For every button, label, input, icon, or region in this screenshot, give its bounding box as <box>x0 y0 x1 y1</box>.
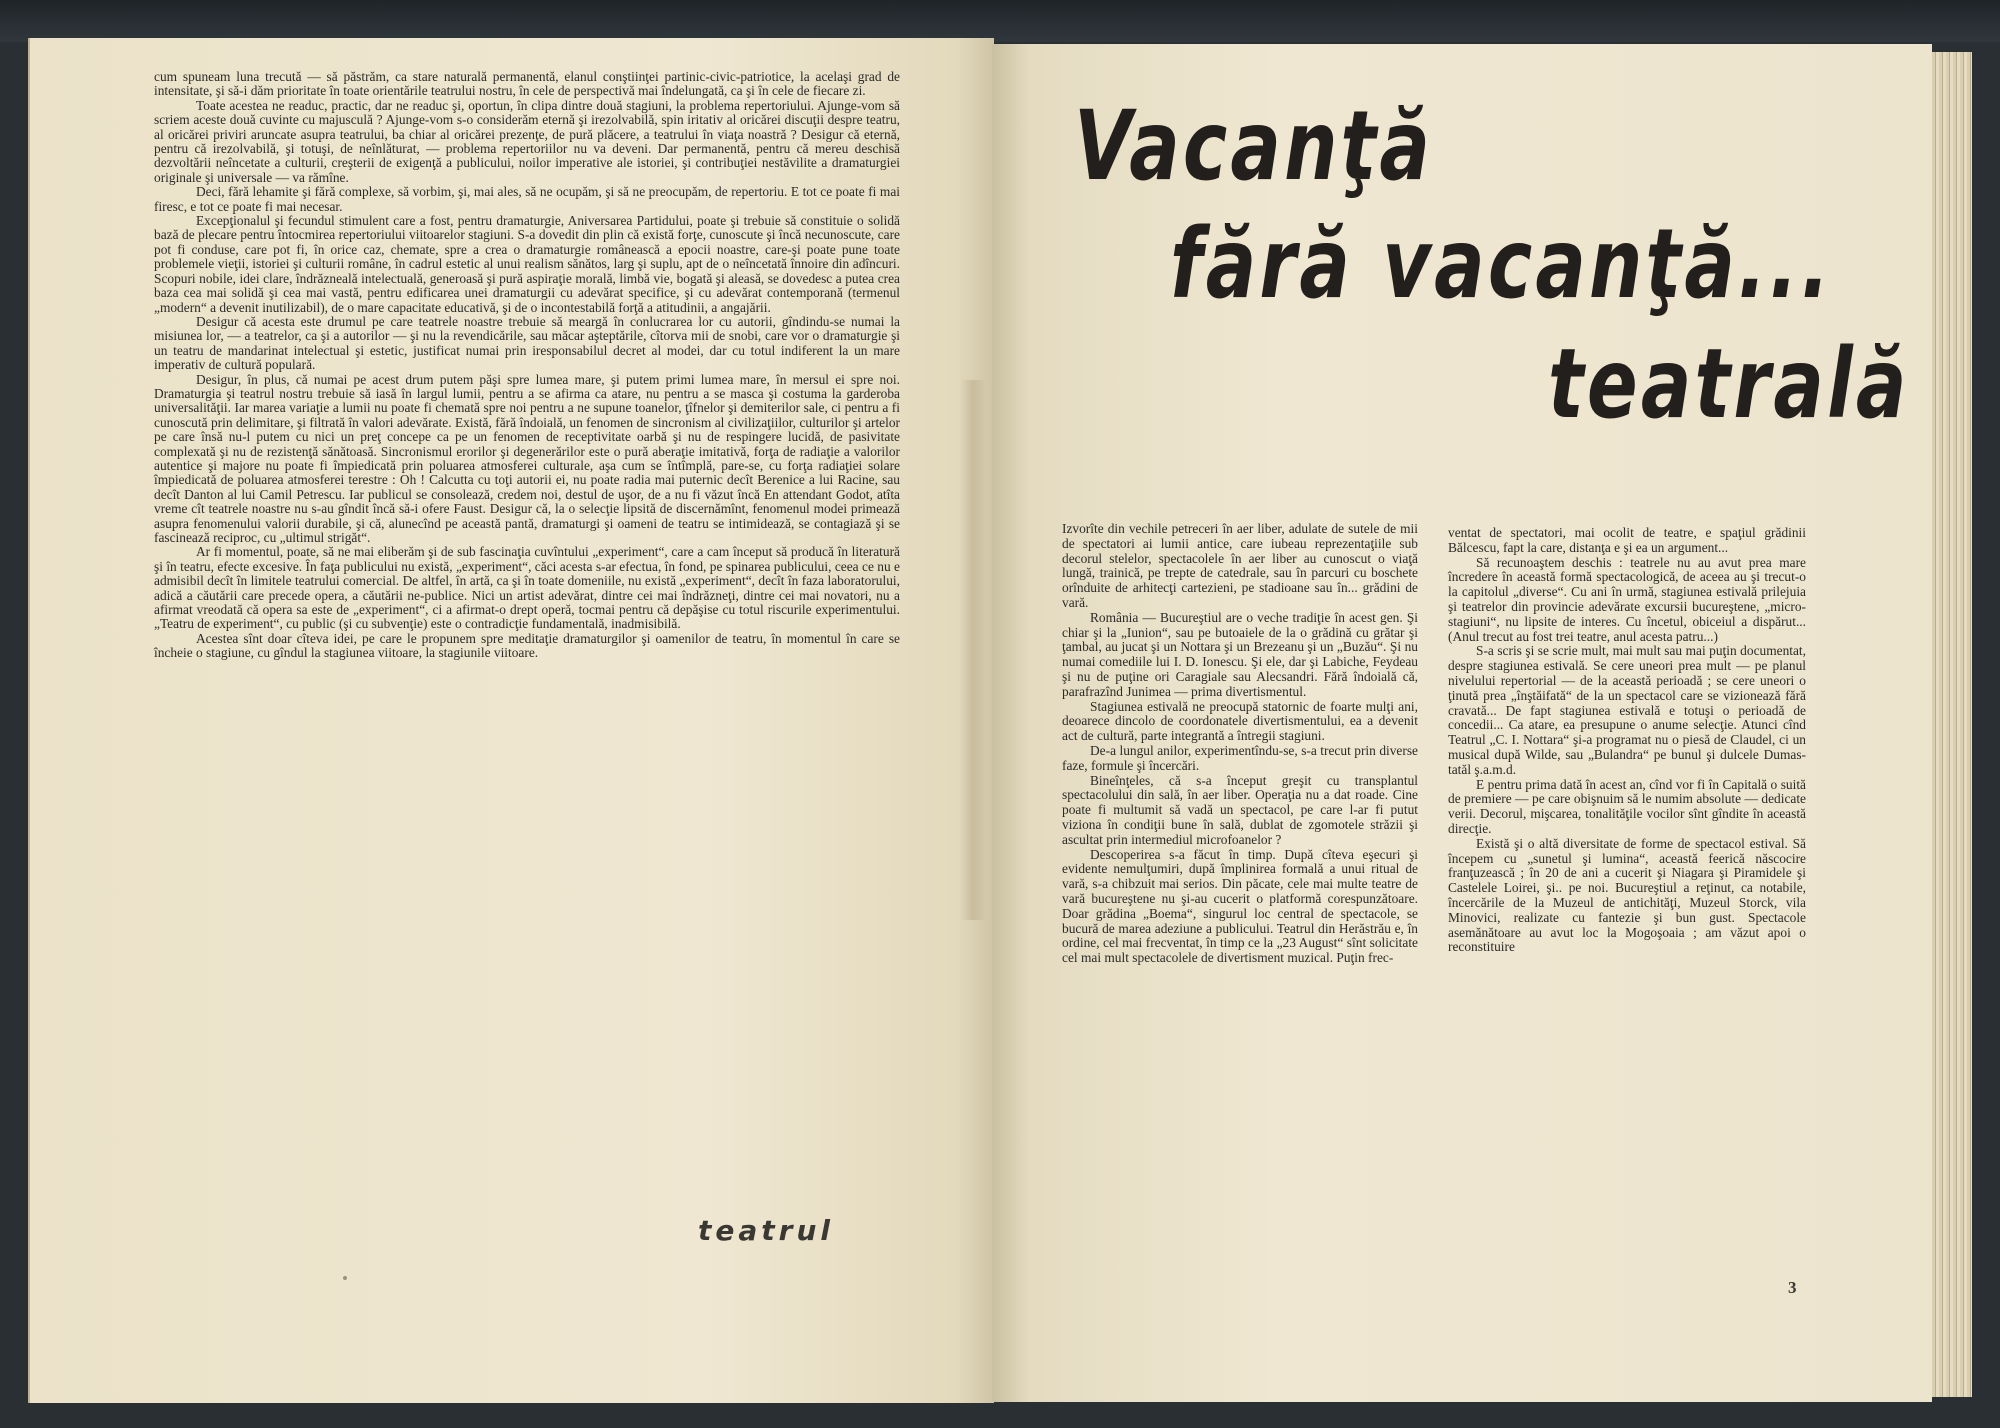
page-tear-shadow <box>960 380 986 920</box>
book-binding-strip <box>0 0 2000 42</box>
right-article-column-1 <box>1062 522 1418 966</box>
article-signature: teatrul <box>698 1214 834 1247</box>
paragraph: România — Bucureştiul are o veche tradiţie în acest gen. Şi chiar şi la „Iunion“, sau pe butoaiele de la o grădină cu grătar şi ţambal, au jucat şi un Nottara şi un Brezeanu şi un „Buzău“. Şi nu numai comediile lui I. D. Ionescu. Şi ele, dar şi Labiche, Feydeau şi nu de puţine ori Caragiale sau Alecsandri. Fără îndoială că, parafrazînd Junimea — prima divertismentul. <box>1062 609 1418 699</box>
paragraph: Deci, fără lehamite şi fără complexe, să vorbim, şi, mai ales, să ne ocupăm, şi să ne preocupăm, de repertoriu. E tot ce poate fi mai firesc, e tot ce poate fi mai necesar. <box>154 184 900 214</box>
page-edges <box>1932 52 1972 1397</box>
paragraph: S-a scris şi se scrie mult, mai mult sau mai puţin documentat, despre stagiunea estivală. Se cere uneori prea mult — pe planul nivelului repertorial — de la această perioadă ; se cere uneori o ţinută prea „înştăifată“ de la un spectacol care se vizionează fără cravată... De fapt stagiunea estivală e totuşi o perioadă de concedii... Ca atare, ea presupune o anume selecţie. Atunci cînd Teatrul „C. I. Nottara“ şi-a programat nu o piesă de Claudel, ci un musical după Wilde, sau „Bulandra“ pe bunul şi dulcele Dumas-tatăl ş.a.m.d. <box>1448 643 1806 777</box>
paragraph: Bineînţeles, că s-a început greşit cu transplantul spectacolului din sală, în aer liber. Operaţia nu a dat roade. Cine poate fi multumit să vadă un spectacol, pe care l-ar fi putut viziona în condiţii bune în sală, dublat de zgomotele străzii şi ascultat prin intermediul microfoanelor ? <box>1062 772 1418 847</box>
paragraph: Izvorîte din vechile petreceri în aer liber, adulate de sutele de mii de spectatori ai lumii antice, care iubeau reprezentaţiile sub decorul stelelor, spectacolele în aer liber au cunoscut o viaţă lungă, trainică, pe trepte de catedrale, sau în parcuri cu boschete orînduite de arhitecţi cartezieni, pe stadioane sau în... grădini de vară. <box>1062 521 1418 610</box>
paragraph: Descoperirea s-a făcut în timp. După cîteva eşecuri şi evidente nemulţumiri, după împlinirea formală a unui ritual de vară, s-a chibzuit mai serios. Din păcate, cele mai multe teatre de vară bucureştene nu şi-au cucerit o platformă corespunzătoare. Doar grădina „Boema“, singurul loc central de spectacole, se bucură de marea adeziune a publicului. Teatrul din Herăstrău e, în ordine, cel mai frecventat, în timp ce la „23 August“ sînt solicitate cel mai mult spectacolele de divertisment muzical. Puţin frec- <box>1062 846 1418 966</box>
paragraph: Stagiunea estivală ne preocupă statornic de foarte mulţi ani, deoarece dincolo de coordonatele divertismentului, ea a devenit act de cultură, parte integrantă a întregii stagiuni. <box>1062 698 1418 744</box>
paragraph: Toate acestea ne readuc, practic, dar ne readuc şi, oportun, în clipa dintre două stagiuni, la problema repertoriului. Ajunge-vom să scriem aceste două cuvinte cu majusculă ? Ajunge-vom s-o considerăm eternă şi irezolvabilă, spin iritativ al oricărei discuţii despre teatru, al oricărei priviri aruncate asupra teatrului, ba chiar al oricărei prezenţe, de pură plăcere, a teatrului în viaţa noastră ? Desigur că eternă, pentru că irezolvabilă, şi totuşi, de neînlăturat, — problema repertoriilor nu va deveni. Dar permanentă, pentru că mereu deschisă dezvoltării neîncetate a culturii, creşterii de exigenţă a publicului, noilor imperative ale istoriei, şi contribuţiei nestăvilite a dramaturgiei originale şi universale — va rămîne. <box>154 97 900 185</box>
paragraph: Desigur că acesta este drumul pe care teatrele noastre trebuie să meargă în conlucrarea lor cu autorii, gîndindu-se numai la misiunea lor, — a teatrelor, ca şi a autorilor — şi nu la revendicările, sau măcar aşteptările, cîtorva mii de snobi, care vor o dramaturgie şi un teatru de mandarinat intelectual şi estetic, justificat numai prin iresponsabilul decret al modei, dar cu totul indiferent la un mare imperativ de cultură populară. <box>154 313 900 373</box>
paragraph: cum spuneam luna trecută — să păstrăm, ca stare naturală permanentă, elanul conştiinţei partinic-civic-patriotice, la acelaşi grad de intensitate, şi să-i dăm prioritate în toate orientările teatrului nostru, în cele de perspectivă mai îndelungată, ca şi în cele de fiecare zi. <box>154 69 900 99</box>
paragraph: Ar fi momentul, poate, să ne mai eliberăm şi de sub fascinaţia cuvîntului „experiment“, care a cam început să producă în literatură şi în teatru, efecte excesive. În faţa publicului nu există, „experiment“, căci acesta s-ar efectua, în fond, pe spinarea publicului, ceea ce nu e admisibil decît în limitele teatrului comercial. De altfel, în artă, ca şi în toate domeniile, nu există „experiment“, decît în faza laboratorului, adică a căutării care precede opera, a căutării ne-publice. Nici un artist adevărat, dintre cei mai îndrăzneţi, dintre cei mai novatori, nu a afirmat vreodată că opera sa este de „experiment“, ci a afirmat-o drept operă, tocmai pentru că depăşise cu totul riscurile experimentului. „Teatru de experiment“, cu public (şi cu subvenţie) este o contradicţie fundamentală, inadmisibilă. <box>154 544 900 632</box>
paragraph: Există şi o altă diversitate de forme de spectacol estival. Să începem cu „sunetul şi lumina“, această feerică născocire franţuzească ; în 20 de ani a cucerit şi Niagara şi Piramidele şi Castelele Loirei, şi.. pe noi. Bucureştiul a reţinut, ca notabile, încercările de la Muzeul de antichităţi, Muzeul Storck, vila Minovici, realizate cu fantezie şi bun gust. Spectacole asemănătoare au avut loc la Mogoşoaia ; am văzut apoi o reconstituire <box>1448 835 1806 955</box>
left-article-body <box>154 70 900 661</box>
page-speck <box>343 1276 347 1280</box>
paragraph: Să recunoaştem deschis : teatrele nu au avut prea mare încredere în această formă spectacologică, de aceea au şi trecut-o la capitolul „diverse“. Cu ani în urmă, stagiunea estivală prilejuia şi teatrelor din provincie adevărate excursii bucureştene, „micro-stagiuni“, nu lipsite de interes. Cu încetul, obiceiul a dispărut... (Anul trecut au fost trei teatre, anul acesta patru...) <box>1448 554 1806 644</box>
paragraph: E pentru prima dată în acest an, cînd vor fi în Capitală o suită de premiere — pe care obişnuim să le numim absolute — dedicate verii. Decorul, mişcarea, tonalităţile vocilor sînt gîndite în această direcţie. <box>1448 776 1806 836</box>
headline-line-2: fără vacanţă... <box>1170 208 1833 320</box>
paragraph: Acestea sînt doar cîteva idei, pe care le propunem spre meditaţie dramaturgilor şi oamenilor de teatru, în momentul în care se încheie o stagiune, cu gîndul la stagiunea viitoare, la stagiunile viitoare. <box>154 630 900 661</box>
paragraph: Excepţionalul şi fecundul stimulent care a fost, pentru dramaturgie, Aniversarea Partidului, poate şi trebuie să constituie o solidă bază de plecare pentru întocmirea repertoriului viitoarelor stagiuni. S-a dovedit din plin că există forţe, cunoscute şi încă necunoscute, care pot fi conduse, care pot fi, în orice caz, chemate, spre a crea o dramaturgie românească a epocii noastre, care-şi poate pune toate problemele vieţii, istoriei şi culturii române, în cadrul estetic al unui realism sănătos, larg şi suplu, apt de o neîncetată înnoire din adîncuri. Scopuri nobile, idei clare, îndrăzneală intelectuală, generoasă şi pură aspiraţie morală, limbă vie, bogată şi aleasă, se dovedesc a putea crea baza cea mai solidă şi cea mai vastă, pentru edificarea unei dramaturgii cu adevărat specifice, şi cu adevărat contemporană (termenul „modern“ a devenit inutilizabil), de o mare capacitate educativă, şi de o incontestabilă forţă a atitudinii, a angajării. <box>154 213 900 315</box>
paragraph: Desigur, în plus, că numai pe acest drum putem păşi spre lumea mare, şi putem primi lumea mare, în mersul ei spre noi. Dramaturgia şi teatrul nostru trebuie să iasă în largul lumii, pentru a se afirma ca atare, nu pentru a se masca şi costuma la garderoba universalităţii. Iar marea variaţie a lumii nu poate fi chemată spre noi pentru a ne supune toanelor, ţîfnelor şi demiterilor sale, ci pentru a fi cunoscută prin delimitare, şi filtrată în valori adevărate. Există, fără îndoială, un fenomen de sincronism al civilizaţiilor, culturilor şi artelor pe care însă nu-l putem cu nici un preţ concepe ca pe un fenomen de receptivitate oarbă şi nu de respingere lucidă, de pasivitate complexată şi nu de rezistenţă sănătoasă. Sincronismul erorilor şi degenerărilor este o pură aberaţie imitativă, forţa de radiaţie a valorilor autentice şi majore nu poate fi împiedicată prin poluarea atmosferei culturale, aşa cum se întîmplă, pare-se, cu forţa radiaţiei solare împiedicată de poluarea atmosferei terestre : Oh ! Calcutta cu toţi autorii ei, nu poate radia mai puternic decît Berenice a lui Racine, sau decît Danton al lui Camil Petrescu. Iar publicul se consolează, credem noi, destul de uşor, de a nu fi văzut încă En attendant Godot, atîta vreme cît teatrele noastre nu s-au gîndit încă să-i ofere Faust. Desigur că, la o selecţie lipsită de discernămînt, fenomenul modei primează asupra fenomenului valorii durabile, şi că, alunecînd pe această pantă, dramaturgi şi oameni de teatru se intimidează, se contagiază şi se fascinează reciproc, cu „ultimul strigăt“. <box>154 371 900 545</box>
paragraph: De-a lungul anilor, experimentîndu-se, s-a trecut prin diverse faze, formule şi încercări. <box>1062 742 1418 773</box>
paragraph: ventat de spectatori, mai ocolit de teatre, e spaţiul grădinii Bălcescu, fapt la care, distanţa e şi ea un argument... <box>1448 525 1806 555</box>
right-article-column-2 <box>1448 526 1806 955</box>
headline-line-1: Vacanţă <box>1074 90 1434 202</box>
headline-line-3: teatrală <box>1548 328 1910 440</box>
page-number: 3 <box>1788 1278 1797 1297</box>
